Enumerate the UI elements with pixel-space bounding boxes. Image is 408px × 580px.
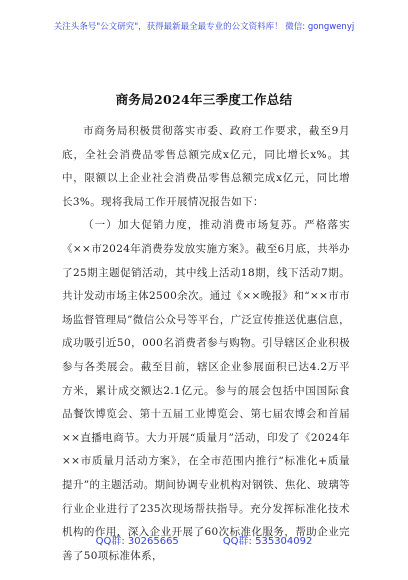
document-body [62,120,350,568]
document-title: 商务局2024年三季度工作总结 [115,92,293,107]
intro-paragraph: 市商务局积极贯彻落实市委、政府工作要求，截至9月底，全社会消费品零售总额完成x亿元，同比增长x%。其中，限额以上企业社会消费品零售总额完成x亿元，同比增长3%。现将我局工作开展情况报告如下： [62,125,350,208]
header-promo-note: 关注头条号"公文研究"，获得最新最全最专业的公文资料库！ 微信: gongwenyj [53,22,355,32]
section-one-paragraph: （一）加大促销力度，推动消费市场复苏。严格落实《××市2024年消费券发放实施方案》。截至6月底，共举办了25期主题促销活动，其中线上活动18期，线下活动7期。共计发动市场主体2500余次。通过《××晚报》和“××市市场监督管理局”微信公众号等平台，广泛宣传推送优惠信息，成功吸引近50，000名消费者参与购物。引导辖区企业积极参与各类展会。截至目前，辖区企业参展面积已达4.2万平方米，累计成交额达2.1亿元。参与的展会包括中国国际食品餐饮博览会、第十五届工业博览会、第七届农博会和首届××直播电商节。大力开展“质量月”活动，印发了《2024年××市质量月活动方案》，在全市范围内推行“标准化+质量提升”的主题活动。期间协调专业机构对钢铁、焦化、玻璃等行业企业进行了235次现场帮扶指导。充分发挥标准化技术机构的作用，深入企业开展了60次标准化服务，帮助企业完善了50项标准体系， [62,219,350,562]
qq-group-2: QQ群: 535304092 [222,536,313,547]
footer-contact [0,532,408,547]
qq-group-1: QQ群: 30265665 [95,536,179,547]
